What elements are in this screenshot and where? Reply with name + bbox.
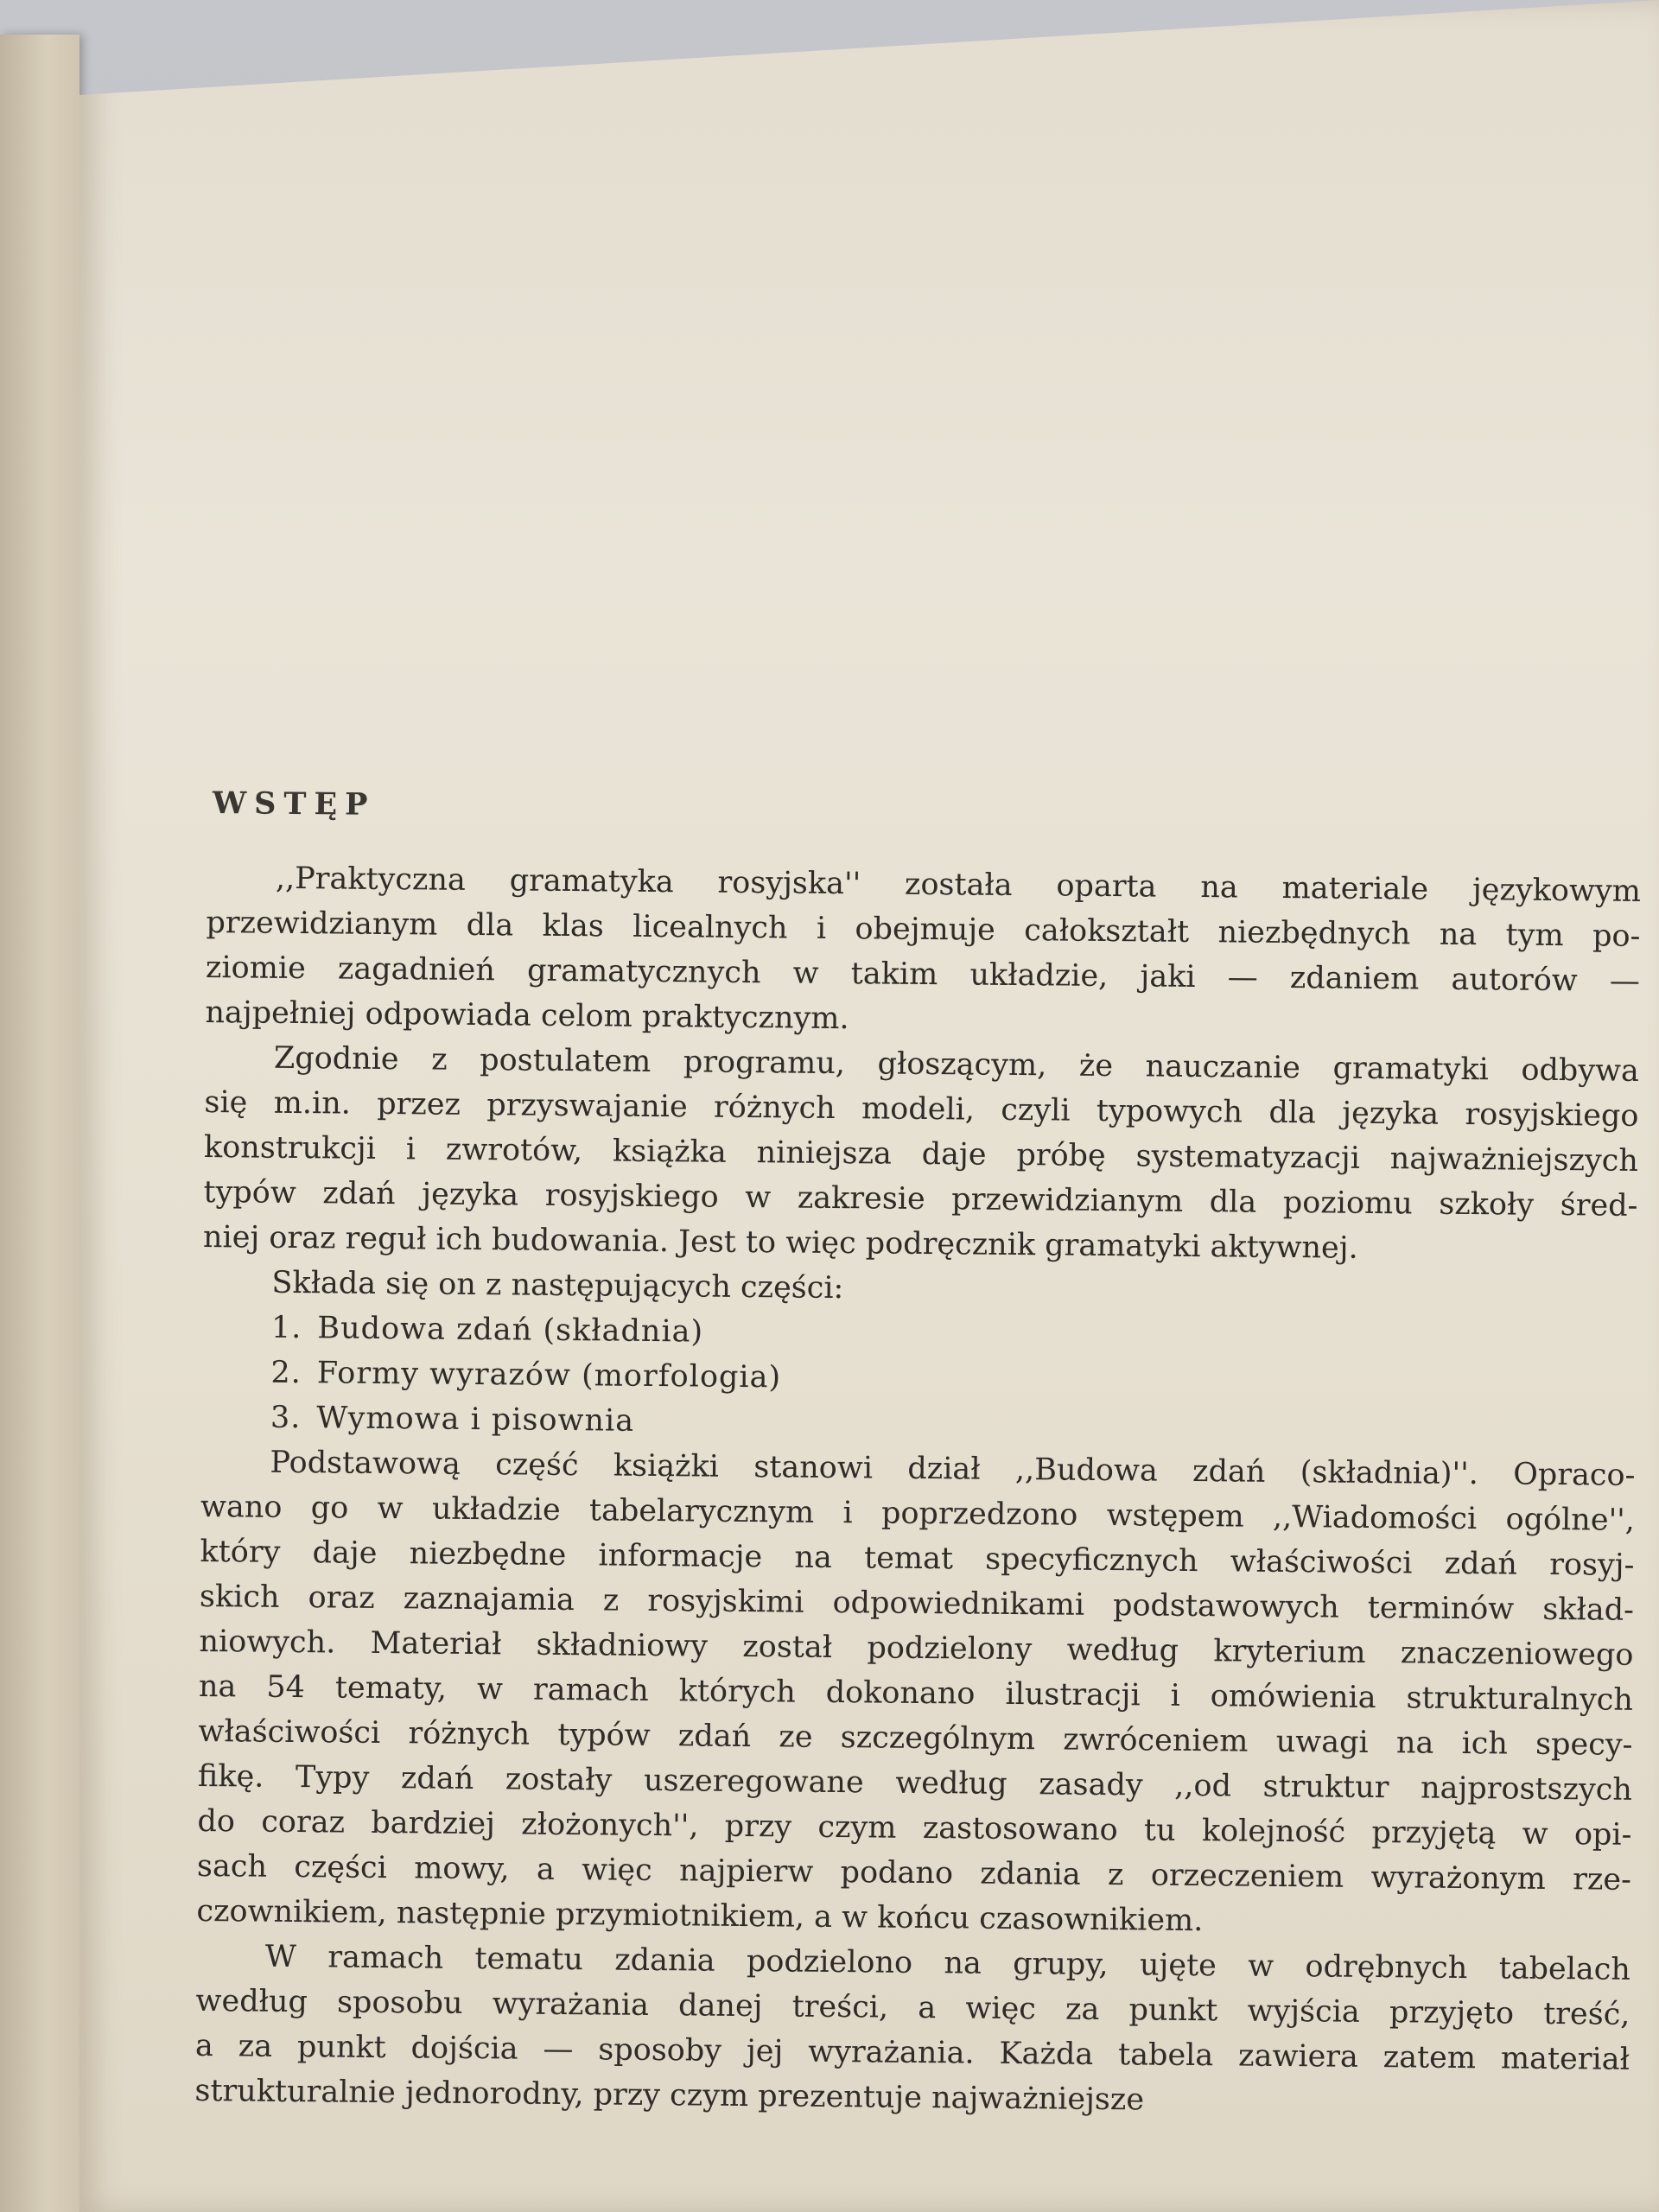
text-line: się m.in. przez przyswajanie różnych modeli, czyli typowych dla języka rosyjskiego [204, 1084, 1639, 1134]
text-line: który daje niezbędne informacje na temat specyficznych właściwości zdań rosyj- [200, 1534, 1635, 1583]
text-line: typów zdań języka rosyjskiego w zakresie przewidzianym dla poziomu szkoły śred- [203, 1174, 1638, 1224]
paragraph [203, 1035, 1639, 1274]
list-number: 2. [270, 1355, 302, 1391]
text-line: Składa się on z następujących części: [271, 1265, 844, 1306]
text-line: strukturalnie jednorodny, przy czym prezentuje najważniejsze [194, 2073, 1145, 2118]
paragraph [196, 1440, 1635, 1948]
parts-list [201, 1305, 1637, 1453]
text-line: czownikiem, następnie przymiotnikiem, a w końcu czasownikiem. [196, 1893, 1204, 1939]
text-line: wano go w układzie tabelarycznym i poprzedzono wstępem ,,Wiadomości ogólne'', [200, 1489, 1636, 1538]
list-number: 3. [270, 1400, 302, 1436]
text-line: skich oraz zaznajamia z rosyjskimi odpowiednikami podstawowych terminów skład- [199, 1579, 1635, 1628]
text-line: najpełniej odpowiada celom praktycznym. [205, 995, 849, 1037]
text-line: niej oraz reguł ich budowania. Jest to więc podręcznik gramatyki aktywnej. [202, 1219, 1358, 1266]
left-page-edge [0, 35, 79, 2212]
text-line: Zgodnie z postulatem programu, głoszącym, że nauczanie gramatyki odbywa [273, 1040, 1640, 1089]
text-line: konstrukcji i zwrotów, książka niniejsza daje próbę systematyzacji najważniejszych [203, 1129, 1639, 1179]
list-text: Budowa zdań (składnia) [317, 1311, 704, 1350]
text-line: fikę. Typy zdań zostały uszeregowane według zasady ,,od struktur najprostszych [197, 1758, 1633, 1808]
text-line: według sposobu wyrażania danej treści, a więc za punkt wyjścia przyjęto treść, [195, 1983, 1630, 2032]
text-line: przewidzianym dla klas licealnych i obejmuje całokształt niezbędnych na tym po- [206, 905, 1641, 954]
text-line: do coraz bardziej złożonych'', przy czym zastosowano tu kolejność przyjętą w opi- [197, 1803, 1632, 1853]
list-text: Wymowa i pisownia [316, 1401, 635, 1439]
paragraph [194, 1934, 1630, 2127]
text-line: ziomie zagadnień gramatycznych w takim układzie, jaki — zdaniem autorów — [205, 950, 1641, 999]
text-line: na 54 tematy, w ramach których dokonano ilustracji i omówienia strukturalnych [198, 1669, 1634, 1718]
text-line: a za punkt dojścia — sposoby jej wyrażania. Każda tabela zawiera zatem materiał [194, 2028, 1630, 2077]
text-line: właściwości różnych typów zdań ze szczególnym zwróceniem uwagi na ich specy- [198, 1713, 1633, 1763]
text-line: ,,Praktyczna gramatyka rosyjska'' została oparta na materiale językowym [275, 861, 1642, 909]
list-number: 1. [270, 1310, 302, 1346]
text-line: sach części mowy, a więc najpierw podano zdania z orzeczeniem wyrażonym rze- [196, 1848, 1632, 1897]
page-text [194, 786, 1642, 2127]
paragraph [205, 855, 1641, 1049]
list-text: Formy wyrazów (morfologia) [316, 1356, 782, 1395]
text-line: niowych. Materiał składniowy został podzielony według kryterium znaczeniowego [199, 1624, 1634, 1673]
section-heading: WSTĘP [212, 785, 376, 823]
text-line: W ramach tematu zdania podzielono na grupy, ujęte w odrębnych tabelach [264, 1939, 1631, 1987]
text-line: Podstawową część książki stanowi dział ,,Budowa zdań (składnia)''. Opraco- [270, 1445, 1636, 1493]
